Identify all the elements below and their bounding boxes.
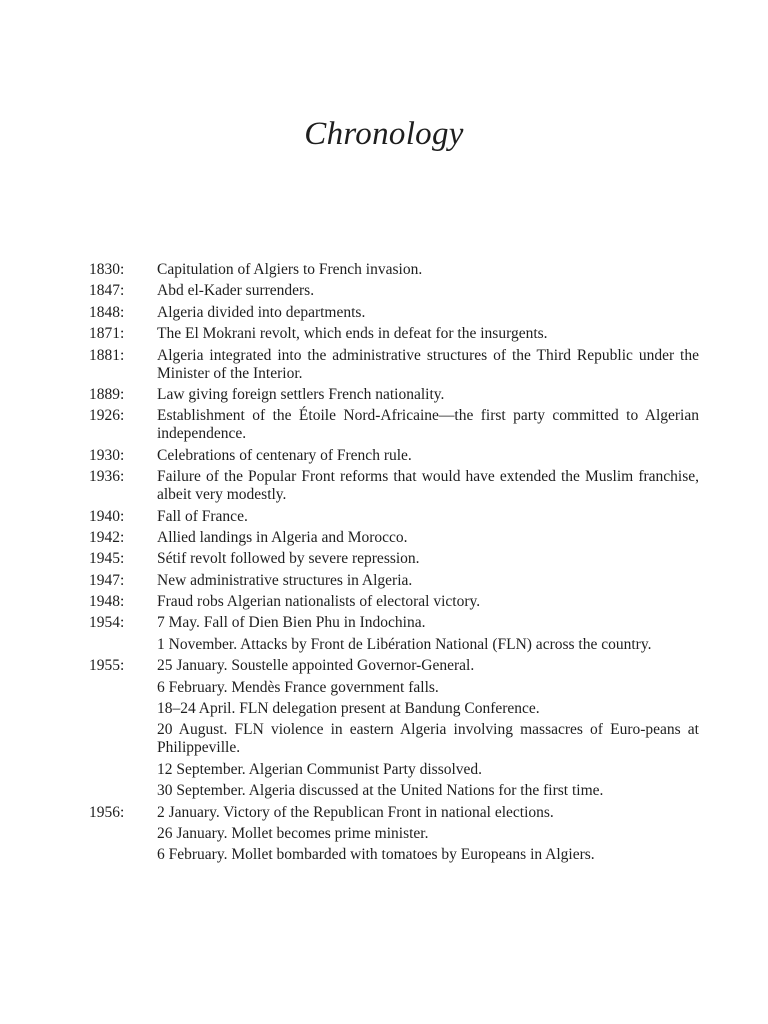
entry-text: New administrative structures in Algeria. <box>157 571 413 589</box>
chronology-entry <box>89 347 699 383</box>
entry-year <box>89 782 157 800</box>
entry-text: Allied landings in Algeria and Morocco. <box>157 528 408 546</box>
chronology-entry <box>89 407 699 443</box>
chronology-entry <box>89 468 699 504</box>
entry-text: Sétif revolt followed by severe repression. <box>157 550 420 568</box>
entry-text: 6 February. Mollet bombarded with tomatoes by Europeans in Algiers. <box>157 846 595 864</box>
entry-text: Law giving foreign settlers French nationality. <box>157 385 445 403</box>
entry-text: 1 November. Attacks by Front de Libération National (FLN) across the country. <box>157 635 652 653</box>
entry-year: 1830: <box>89 261 125 278</box>
entry-text: Establishment of the Étoile Nord-Africaine—the first party committed to Algerian independence. <box>157 407 699 443</box>
entry-year: 1945: <box>89 550 125 568</box>
entry-text: The El Mokrani revolt, which ends in defeat for the insurgents. <box>157 325 548 343</box>
entry-text: Fraud robs Algerian nationalists of electoral victory. <box>157 593 481 611</box>
entry-text: 12 September. Algerian Communist Party dissolved. <box>157 760 483 778</box>
page-title: Chronology <box>304 116 464 152</box>
entry-year: 1847: <box>89 282 125 300</box>
entry-text: Algeria divided into departments. <box>157 303 366 321</box>
chronology-entry <box>89 657 699 675</box>
chronology-entry <box>89 447 699 465</box>
entry-year <box>89 761 157 779</box>
entry-text: Fall of France. <box>157 507 248 525</box>
chronology-entry <box>89 721 699 757</box>
chronology-entry <box>89 261 699 279</box>
entry-year <box>89 700 157 718</box>
entry-year: 1954: <box>89 614 125 632</box>
entry-year: 1940: <box>89 507 125 525</box>
chronology-entry <box>89 782 699 800</box>
entry-text: Capitulation of Algiers to French invasion. <box>157 261 423 278</box>
chronology-entry <box>89 572 699 590</box>
entry-text: 20 August. FLN violence in eastern Algeria involving massacres of Euro-peans at Philippeville. <box>157 721 699 757</box>
chronology-entry <box>89 804 699 822</box>
entry-year: 1926: <box>89 407 125 425</box>
entry-year <box>89 679 157 697</box>
entry-text: 7 May. Fall of Dien Bien Phu in Indochina. <box>157 614 426 632</box>
chronology-entry <box>89 325 699 343</box>
entry-year: 1936: <box>89 468 125 486</box>
entry-year: 1848: <box>89 303 125 321</box>
entry-year: 1871: <box>89 325 125 343</box>
entry-year: 1881: <box>89 346 125 364</box>
entry-year <box>89 825 157 843</box>
entry-text: 6 February. Mendès France government falls. <box>157 678 439 696</box>
chronology-entry <box>89 679 699 697</box>
chronology-entry <box>89 386 699 404</box>
chronology-entry <box>89 304 699 322</box>
chronology-entry <box>89 529 699 547</box>
entry-year: 1955: <box>89 657 125 675</box>
entry-text: 30 September. Algeria discussed at the United Nations for the first time. <box>157 782 604 800</box>
entry-year: 1930: <box>89 446 125 464</box>
chronology-entry <box>89 761 699 779</box>
entry-year: 1956: <box>89 803 125 821</box>
entry-text: Celebrations of centenary of French rule. <box>157 446 412 464</box>
chronology-entry <box>89 636 699 654</box>
entry-year: 1947: <box>89 571 125 589</box>
entry-text: Abd el-Kader surrenders. <box>157 282 315 300</box>
entry-year <box>89 846 157 864</box>
chronology-entry <box>89 282 699 300</box>
entry-year <box>89 636 157 654</box>
entry-text: 2 January. Victory of the Republican Front in national elections. <box>157 803 554 821</box>
entry-text: 25 January. Soustelle appointed Governor-General. <box>157 657 475 675</box>
entry-text: Failure of the Popular Front reforms that would have extended the Muslim franchise, albeit very modestly. <box>157 468 699 504</box>
entry-year: 1948: <box>89 593 125 611</box>
entry-text: 18–24 April. FLN delegation present at Bandung Conference. <box>157 700 540 718</box>
chronology-entry <box>89 550 699 568</box>
entry-text: Algeria integrated into the administrative structures of the Third Republic under the Minister of the Interior. <box>157 346 699 382</box>
entry-text: 26 January. Mollet becomes prime minister. <box>157 824 429 842</box>
chronology-entry <box>89 508 699 526</box>
chronology-list <box>89 261 699 868</box>
entry-year: 1942: <box>89 528 125 546</box>
chronology-entry <box>89 846 699 864</box>
chronology-entry <box>89 700 699 718</box>
chronology-entry <box>89 825 699 843</box>
entry-year <box>89 721 157 757</box>
chronology-entry <box>89 593 699 611</box>
chronology-entry <box>89 614 699 632</box>
entry-year: 1889: <box>89 385 125 403</box>
